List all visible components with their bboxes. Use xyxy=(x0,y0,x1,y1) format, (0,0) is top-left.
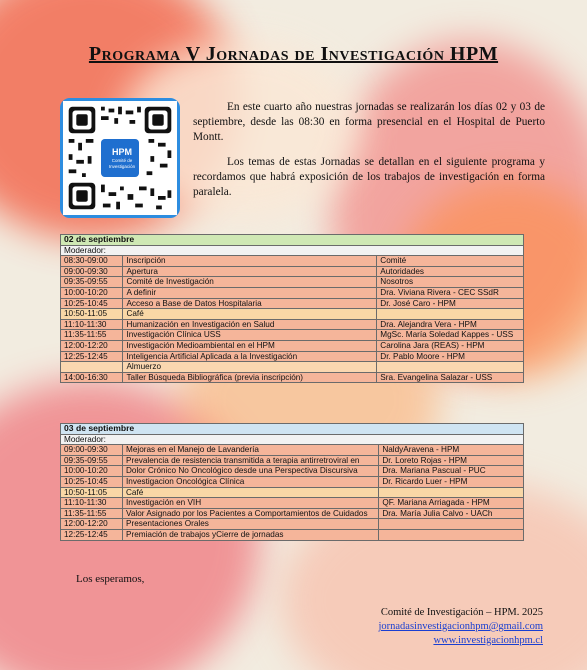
intro-text xyxy=(193,100,545,210)
day-header-row xyxy=(61,235,524,246)
topic-cell: Investigacion Oncológica Clínica xyxy=(123,476,379,487)
speaker-cell: Dr. Loreto Rojas - HPM xyxy=(379,455,524,466)
closing-text: Los esperamos, xyxy=(76,573,145,585)
footer xyxy=(378,606,543,648)
speaker-cell: Dra. Mariana Pascual - PUC xyxy=(379,466,524,477)
table-row xyxy=(61,351,524,362)
time-cell: 10:50-11:05 xyxy=(61,487,123,498)
speaker-cell: Dr. Ricardo Luer - HPM xyxy=(379,476,524,487)
table-row xyxy=(61,266,524,277)
speaker-cell: Dr. José Caro - HPM xyxy=(377,298,524,309)
topic-cell: Investigación en VIH xyxy=(123,498,379,509)
speaker-cell: Dra. María Julia Calvo - UACh xyxy=(379,508,524,519)
speaker-cell xyxy=(377,362,524,373)
speaker-cell xyxy=(377,309,524,320)
table-row xyxy=(61,487,524,498)
topic-cell: Apertura xyxy=(123,266,377,277)
page-title: Programa V Jornadas de Investigación HPM xyxy=(88,43,499,65)
footer-email-link[interactable]: jornadasinvestigacionhpm@gmail.com xyxy=(378,621,543,632)
topic-cell: Valor Asignado por los Pacientes a Comportamientos de Cuidados xyxy=(123,508,379,519)
table-row xyxy=(61,445,524,456)
time-cell: 11:10-11:30 xyxy=(61,319,123,330)
speaker-cell: Nosotros xyxy=(377,277,524,288)
table-row xyxy=(61,298,524,309)
table-row xyxy=(61,319,524,330)
speaker-cell xyxy=(379,487,524,498)
topic-cell: Café xyxy=(123,487,379,498)
moderator-label: Moderador: xyxy=(61,245,524,256)
time-cell: 12:25-12:45 xyxy=(61,529,123,540)
table-row xyxy=(61,340,524,351)
time-cell: 10:25-10:45 xyxy=(61,476,123,487)
table-row xyxy=(61,330,524,341)
topic-cell: A definir xyxy=(123,287,377,298)
speaker-cell: NaldyAravena - HPM xyxy=(379,445,524,456)
speaker-cell: Comité xyxy=(377,256,524,267)
time-cell: 12:00-12:20 xyxy=(61,519,123,530)
qr-logo-line3: Investigación xyxy=(108,164,136,169)
time-cell: 10:50-11:05 xyxy=(61,309,123,320)
topic-cell: Investigación Clínica USS xyxy=(123,330,377,341)
table-row xyxy=(61,256,524,267)
speaker-cell: Sra. Evangelina Salazar - USS xyxy=(377,372,524,383)
day-label: 03 de septiembre xyxy=(61,424,524,435)
time-cell: 09:00-09:30 xyxy=(61,445,123,456)
table-row xyxy=(61,309,524,320)
table-row xyxy=(61,287,524,298)
table-row xyxy=(61,476,524,487)
speaker-cell xyxy=(379,529,524,540)
topic-cell: Premiación de trabajos yCierre de jornadas xyxy=(123,529,379,540)
table-row xyxy=(61,519,524,530)
schedule-day1-table xyxy=(60,234,524,383)
speaker-cell: Dra. Viviana Rivera - CEC SSdR xyxy=(377,287,524,298)
topic-cell: Inscripción xyxy=(123,256,377,267)
day-header-row xyxy=(61,424,524,435)
topic-cell: Café xyxy=(123,309,377,320)
speaker-cell: MgSc. María Soledad Kappes - USS xyxy=(377,330,524,341)
moderator-label: Moderador: xyxy=(61,434,524,445)
day-label: 02 de septiembre xyxy=(61,235,524,246)
footer-org: Comité de Investigación – HPM. 2025 xyxy=(380,607,543,618)
topic-cell: Almuerzo xyxy=(123,362,377,373)
time-cell: 11:35-11:55 xyxy=(61,508,123,519)
time-cell: 09:35-09:55 xyxy=(61,277,123,288)
topic-cell: Dolor Crónico No Oncológico desde una Perspectiva Discursiva xyxy=(123,466,379,477)
topic-cell: Acceso a Base de Datos Hospitalaria xyxy=(123,298,377,309)
intro-paragraph: Los temas de estas Jornadas se detallan en el siguiente programa y recordamos que habrá exposición de los trabajos de investigación en forma paralela. xyxy=(193,156,545,198)
table-row xyxy=(61,466,524,477)
time-cell: 08:30-09:00 xyxy=(61,256,123,267)
topic-cell: Mejoras en el Manejo de Lavandería xyxy=(123,445,379,456)
time-cell: 10:00-10:20 xyxy=(61,466,123,477)
speaker-cell: Dr. Pablo Moore - HPM xyxy=(377,351,524,362)
speaker-cell: QF. Mariana Arriagada - HPM xyxy=(379,498,524,509)
moderator-row xyxy=(61,245,524,256)
topic-cell: Presentaciones Orales xyxy=(123,519,379,530)
speaker-cell xyxy=(379,519,524,530)
qr-logo-line1: HPM xyxy=(112,147,132,157)
time-cell: 09:00-09:30 xyxy=(61,266,123,277)
time-cell: 09:35-09:55 xyxy=(61,455,123,466)
time-cell: 11:10-11:30 xyxy=(61,498,123,509)
time-cell: 10:00-10:20 xyxy=(61,287,123,298)
time-cell: 12:00-12:20 xyxy=(61,340,123,351)
topic-cell: Humanización en Investigación en Salud xyxy=(123,319,377,330)
footer-web-link[interactable]: www.investigacionhpm.cl xyxy=(433,635,543,646)
moderator-row xyxy=(61,434,524,445)
topic-cell: Prevalencia de resistencia transmitida a terapia antirretroviral en xyxy=(123,455,379,466)
topic-cell: Taller Búsqueda Bibliográfica (previa inscripción) xyxy=(123,372,377,383)
topic-cell: Inteligencia Artificial Aplicada a la Investigación xyxy=(123,351,377,362)
qr-logo xyxy=(105,147,139,170)
schedule-day2-table xyxy=(60,423,524,541)
intro-paragraph: En este cuarto año nuestras jornadas se realizarán los días 02 y 03 de septiembre, desde las 08:30 en forma presencial en el Hospital de Puerto Montt. xyxy=(193,101,545,143)
topic-cell: Comité de Investigación xyxy=(123,277,377,288)
qr-logo-line2: Comité de xyxy=(111,158,133,163)
table-row xyxy=(61,508,524,519)
time-cell: 11:35-11:55 xyxy=(61,330,123,341)
table-row xyxy=(61,277,524,288)
speaker-cell: Autoridades xyxy=(377,266,524,277)
time-cell: 14:00-16:30 xyxy=(61,372,123,383)
time-cell: 10:25-10:45 xyxy=(61,298,123,309)
table-row xyxy=(61,455,524,466)
speaker-cell: Carolina Jara (REAS) - HPM xyxy=(377,340,524,351)
table-row xyxy=(61,362,524,373)
table-row xyxy=(61,372,524,383)
qr-code[interactable] xyxy=(60,98,180,218)
time-cell: 12:25-12:45 xyxy=(61,351,123,362)
speaker-cell: Dra. Alejandra Vera - HPM xyxy=(377,319,524,330)
table-row xyxy=(61,498,524,509)
time-cell xyxy=(61,362,123,373)
table-row xyxy=(61,529,524,540)
topic-cell: Investigación Medioambiental en el HPM xyxy=(123,340,377,351)
